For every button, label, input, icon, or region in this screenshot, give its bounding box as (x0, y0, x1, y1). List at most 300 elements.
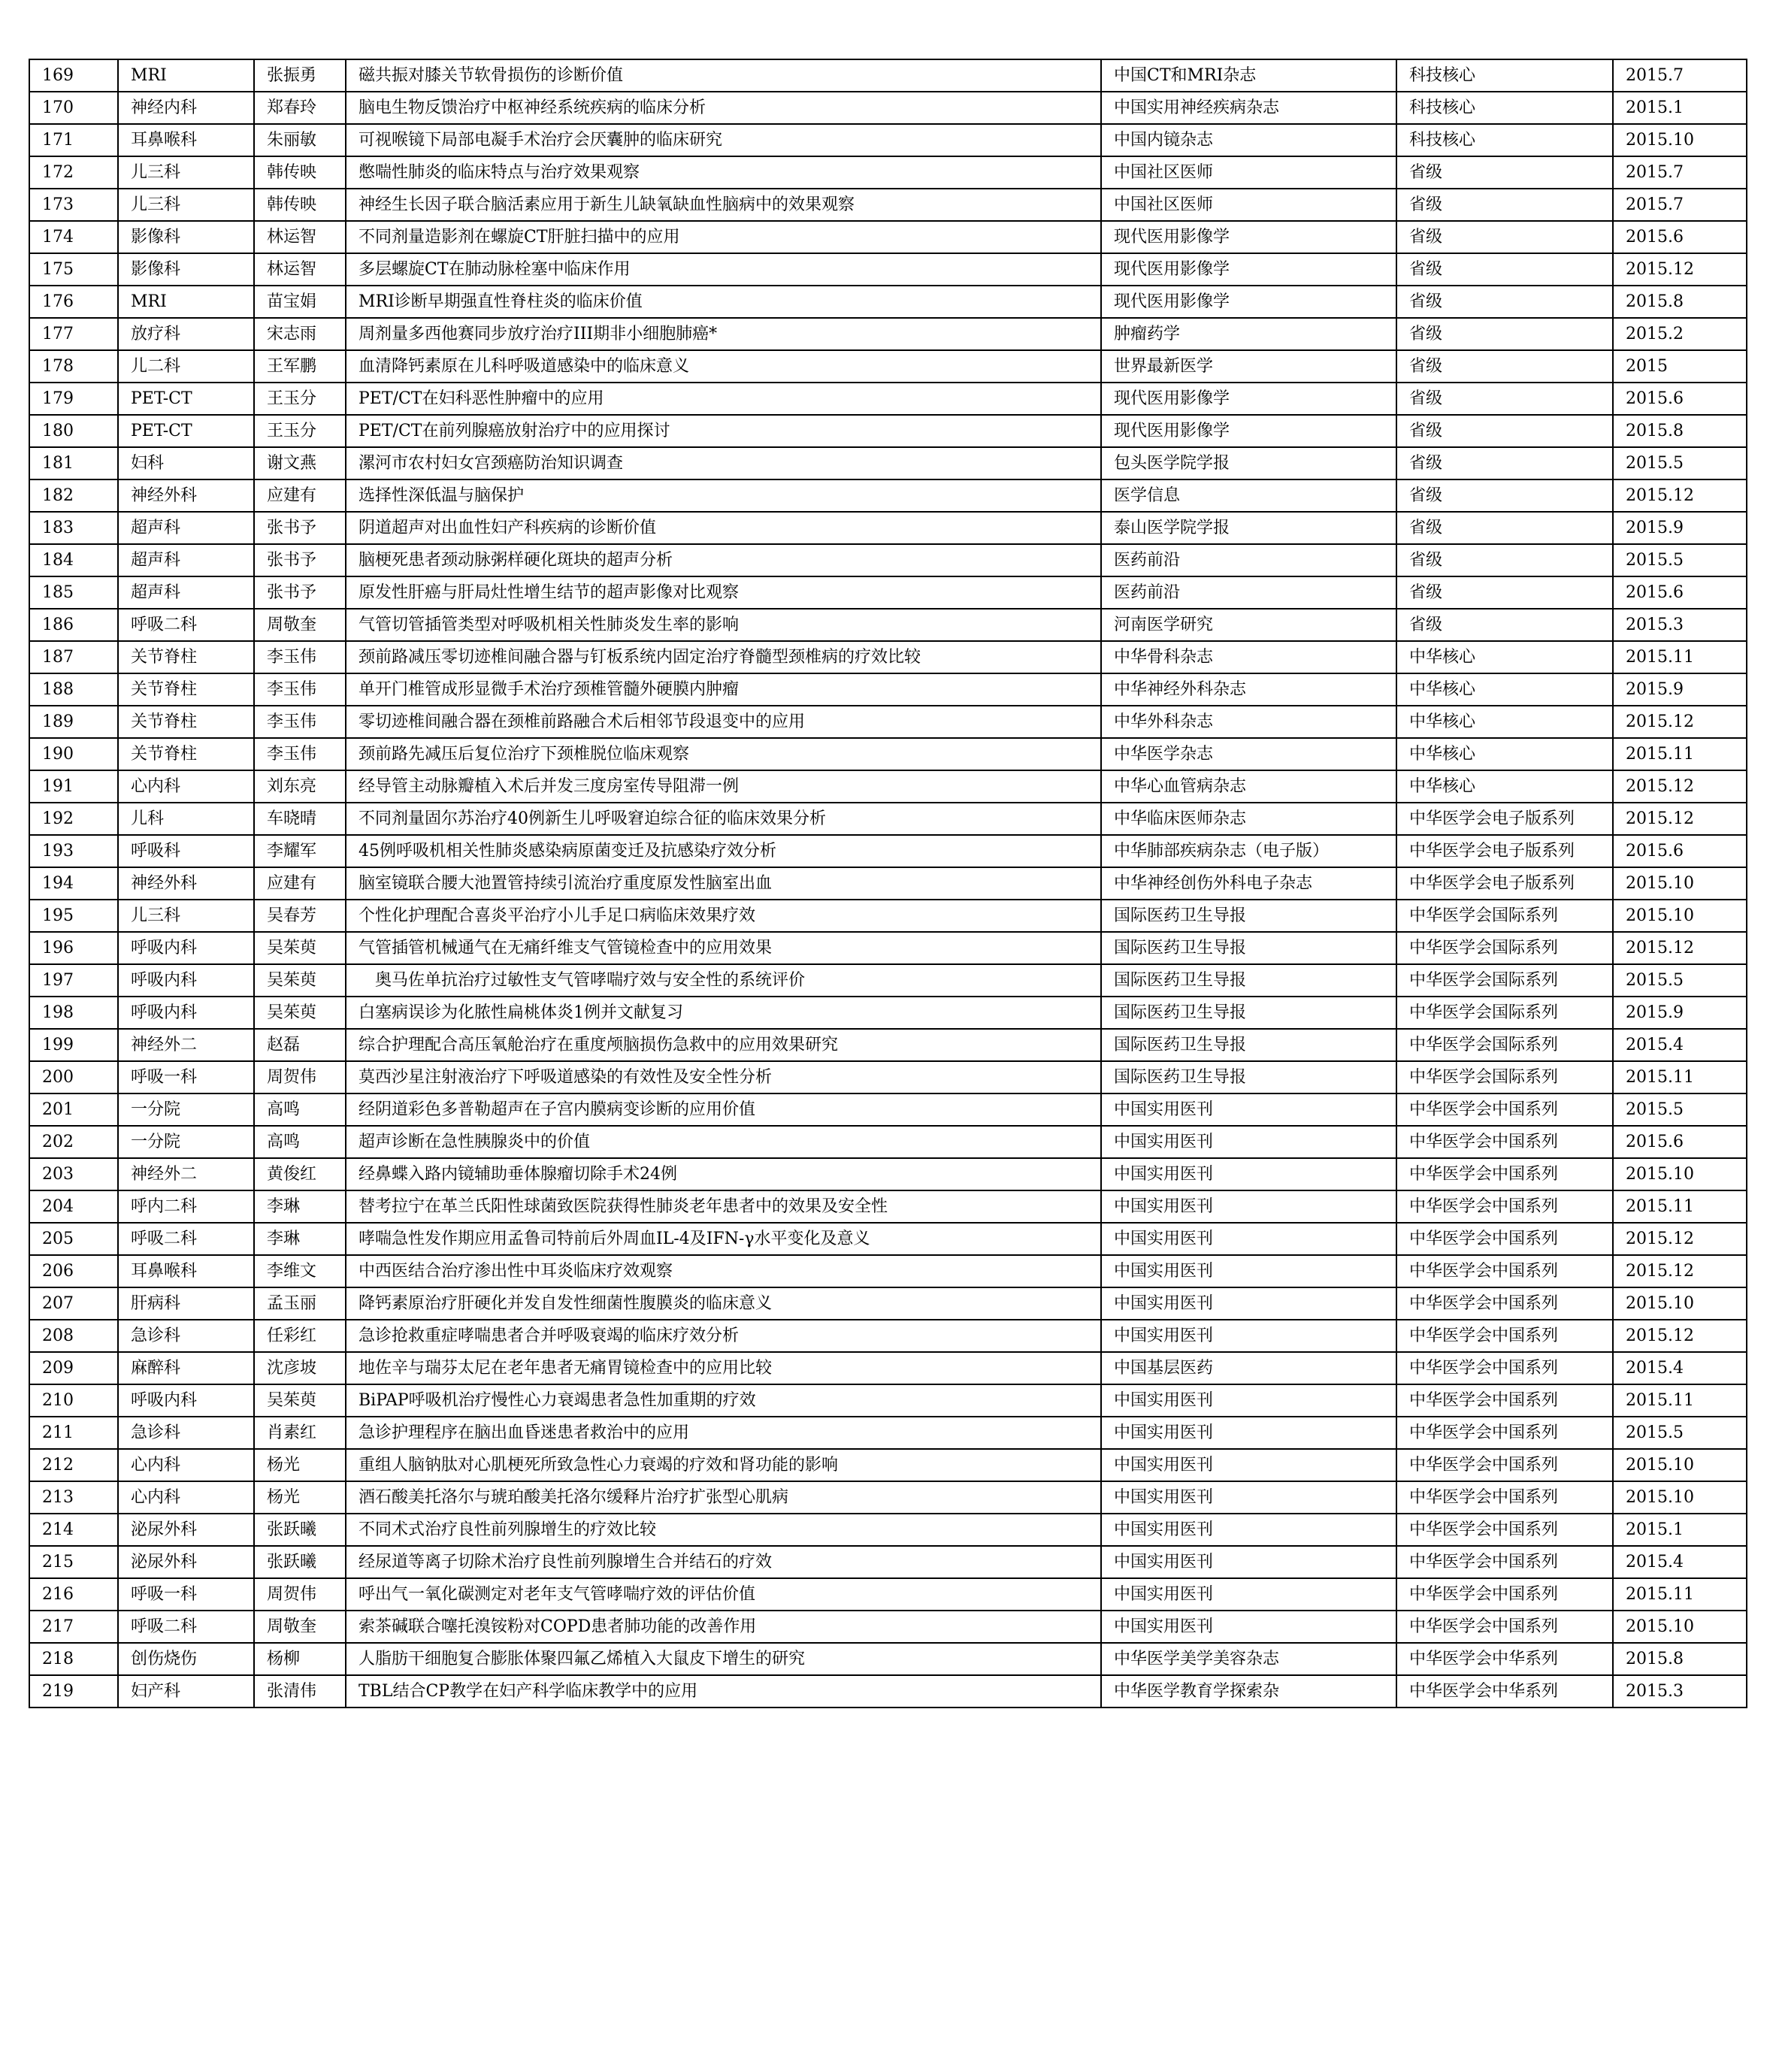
journal-level-cell: 中华核心 (1396, 641, 1613, 673)
table-row (29, 479, 1747, 512)
author-cell: 周敬奎 (254, 1611, 346, 1643)
row-number-cell: 197 (29, 964, 118, 997)
journal-level-cell: 中华医学会中国系列 (1396, 1190, 1613, 1223)
row-number-cell: 182 (29, 479, 118, 512)
author-cell: 吴茱萸 (254, 997, 346, 1029)
publish-date-cell: 2015.3 (1613, 1675, 1747, 1708)
paper-title-cell: 选择性深低温与脑保护 (346, 479, 1101, 512)
row-number-cell: 218 (29, 1643, 118, 1675)
publish-date-cell: 2015.7 (1613, 59, 1747, 92)
table-row (29, 1675, 1747, 1708)
journal-level-cell: 科技核心 (1396, 59, 1613, 92)
publish-date-cell: 2015.9 (1613, 997, 1747, 1029)
table-row (29, 770, 1747, 803)
paper-title-cell: 多层螺旋CT在肺动脉栓塞中临床作用 (346, 253, 1101, 286)
paper-title-cell: 零切迹椎间融合器在颈椎前路融合术后相邻节段退变中的应用 (346, 706, 1101, 738)
journal-level-cell: 省级 (1396, 189, 1613, 221)
table-row (29, 803, 1747, 835)
table-row (29, 1093, 1747, 1126)
row-number-cell: 189 (29, 706, 118, 738)
journal-cell: 医药前沿 (1101, 544, 1396, 576)
publish-date-cell: 2015.5 (1613, 447, 1747, 479)
department-cell: 耳鼻喉科 (118, 1255, 254, 1287)
department-cell: 呼吸内科 (118, 932, 254, 964)
journal-level-cell: 中华医学会国际系列 (1396, 1029, 1613, 1061)
publish-date-cell: 2015.6 (1613, 383, 1747, 415)
journal-cell: 现代医用影像学 (1101, 415, 1396, 447)
department-cell: 麻醉科 (118, 1352, 254, 1384)
journal-level-cell: 中华医学会中国系列 (1396, 1384, 1613, 1417)
paper-title-cell: 漯河市农村妇女宫颈癌防治知识调查 (346, 447, 1101, 479)
paper-title-cell: 颈前路先减压后复位治疗下颈椎脱位临床观察 (346, 738, 1101, 770)
department-cell: 儿二科 (118, 350, 254, 383)
department-cell: 神经外科 (118, 479, 254, 512)
table-row (29, 1611, 1747, 1643)
paper-title-cell: 地佐辛与瑞芬太尼在老年患者无痛胃镜检查中的应用比较 (346, 1352, 1101, 1384)
publish-date-cell: 2015.11 (1613, 1578, 1747, 1611)
publish-date-cell: 2015.10 (1613, 1158, 1747, 1190)
department-cell: 一分院 (118, 1126, 254, 1158)
row-number-cell: 203 (29, 1158, 118, 1190)
publish-date-cell: 2015.10 (1613, 1611, 1747, 1643)
paper-title-cell: 不同剂量固尔苏治疗40例新生儿呼吸窘迫综合征的临床效果分析 (346, 803, 1101, 835)
department-cell: 呼吸内科 (118, 997, 254, 1029)
table-row (29, 997, 1747, 1029)
journal-level-cell: 中华医学会中国系列 (1396, 1093, 1613, 1126)
journal-cell: 肿瘤药学 (1101, 318, 1396, 350)
department-cell: 创伤烧伤 (118, 1643, 254, 1675)
author-cell: 张书予 (254, 512, 346, 544)
department-cell: 呼吸科 (118, 835, 254, 867)
department-cell: PET-CT (118, 415, 254, 447)
journal-cell: 中国实用医刊 (1101, 1611, 1396, 1643)
department-cell: 妇产科 (118, 1675, 254, 1708)
author-cell: 林运智 (254, 253, 346, 286)
journal-cell: 中华肺部疾病杂志（电子版） (1101, 835, 1396, 867)
paper-title-cell: 原发性肝癌与肝局灶性增生结节的超声影像对比观察 (346, 576, 1101, 609)
department-cell: 神经外二 (118, 1158, 254, 1190)
table-row (29, 350, 1747, 383)
publish-date-cell: 2015.5 (1613, 1417, 1747, 1449)
department-cell: 急诊科 (118, 1417, 254, 1449)
publish-date-cell: 2015.12 (1613, 1223, 1747, 1255)
author-cell: 黄俊红 (254, 1158, 346, 1190)
department-cell: 呼吸内科 (118, 964, 254, 997)
author-cell: 杨光 (254, 1449, 346, 1481)
table-row (29, 1158, 1747, 1190)
paper-title-cell: 经鼻蝶入路内镜辅助垂体腺瘤切除手术24例 (346, 1158, 1101, 1190)
paper-title-cell: 经尿道等离子切除术治疗良性前列腺增生合并结石的疗效 (346, 1546, 1101, 1578)
journal-cell: 中国实用医刊 (1101, 1417, 1396, 1449)
publish-date-cell: 2015.10 (1613, 1449, 1747, 1481)
table-row (29, 1287, 1747, 1320)
journal-level-cell: 省级 (1396, 286, 1613, 318)
journal-cell: 中华医学杂志 (1101, 738, 1396, 770)
row-number-cell: 206 (29, 1255, 118, 1287)
publish-date-cell: 2015.1 (1613, 1514, 1747, 1546)
publish-date-cell: 2015.6 (1613, 1126, 1747, 1158)
author-cell: 杨光 (254, 1481, 346, 1514)
author-cell: 赵磊 (254, 1029, 346, 1061)
journal-level-cell: 省级 (1396, 383, 1613, 415)
department-cell: MRI (118, 286, 254, 318)
row-number-cell: 196 (29, 932, 118, 964)
journal-cell: 中国基层医药 (1101, 1352, 1396, 1384)
journal-cell: 中国实用医刊 (1101, 1514, 1396, 1546)
row-number-cell: 198 (29, 997, 118, 1029)
paper-title-cell: 急诊护理程序在脑出血昏迷患者救治中的应用 (346, 1417, 1101, 1449)
journal-level-cell: 中华核心 (1396, 770, 1613, 803)
publish-date-cell: 2015.6 (1613, 221, 1747, 253)
paper-title-cell: 阴道超声对出血性妇产科疾病的诊断价值 (346, 512, 1101, 544)
paper-title-cell: 降钙素原治疗肝硬化并发自发性细菌性腹膜炎的临床意义 (346, 1287, 1101, 1320)
author-cell: 林运智 (254, 221, 346, 253)
table-row (29, 512, 1747, 544)
author-cell: 李玉伟 (254, 673, 346, 706)
journal-level-cell: 省级 (1396, 447, 1613, 479)
publish-date-cell: 2015.10 (1613, 1287, 1747, 1320)
journal-cell: 中华医学美学美容杂志 (1101, 1643, 1396, 1675)
publish-date-cell: 2015.11 (1613, 1190, 1747, 1223)
journal-cell: 中华临床医师杂志 (1101, 803, 1396, 835)
journal-cell: 现代医用影像学 (1101, 253, 1396, 286)
row-number-cell: 195 (29, 900, 118, 932)
journal-cell: 中国实用医刊 (1101, 1223, 1396, 1255)
journal-cell: 河南医学研究 (1101, 609, 1396, 641)
row-number-cell: 170 (29, 92, 118, 124)
row-number-cell: 212 (29, 1449, 118, 1481)
paper-title-cell: 周剂量多西他赛同步放疗治疗III期非小细胞肺癌* (346, 318, 1101, 350)
paper-title-cell: 经导管主动脉瓣植入术后并发三度房室传导阻滞一例 (346, 770, 1101, 803)
department-cell: 妇科 (118, 447, 254, 479)
row-number-cell: 215 (29, 1546, 118, 1578)
journal-cell: 中国CT和MRI杂志 (1101, 59, 1396, 92)
row-number-cell: 169 (29, 59, 118, 92)
journal-level-cell: 中华医学会中国系列 (1396, 1546, 1613, 1578)
publish-date-cell: 2015.1 (1613, 92, 1747, 124)
row-number-cell: 186 (29, 609, 118, 641)
journal-cell: 现代医用影像学 (1101, 221, 1396, 253)
author-cell: 苗宝娟 (254, 286, 346, 318)
publish-date-cell: 2015.10 (1613, 900, 1747, 932)
table-row (29, 738, 1747, 770)
journal-cell: 国际医药卫生导报 (1101, 1061, 1396, 1093)
department-cell: 心内科 (118, 1449, 254, 1481)
author-cell: 王军鹏 (254, 350, 346, 383)
publish-date-cell: 2015.11 (1613, 738, 1747, 770)
publish-date-cell: 2015.12 (1613, 1255, 1747, 1287)
table-row (29, 1223, 1747, 1255)
journal-cell: 中国实用医刊 (1101, 1320, 1396, 1352)
journal-level-cell: 中华医学会中国系列 (1396, 1481, 1613, 1514)
table-row (29, 1417, 1747, 1449)
paper-title-cell: 综合护理配合高压氧舱治疗在重度颅脑损伤急救中的应用效果研究 (346, 1029, 1101, 1061)
author-cell: 韩传映 (254, 189, 346, 221)
paper-title-cell: PET/CT在前列腺癌放射治疗中的应用探讨 (346, 415, 1101, 447)
table-row (29, 1643, 1747, 1675)
journal-level-cell: 中华医学会国际系列 (1396, 964, 1613, 997)
author-cell: 张书予 (254, 544, 346, 576)
document-page (29, 59, 1746, 1708)
journal-level-cell: 省级 (1396, 479, 1613, 512)
department-cell: 心内科 (118, 770, 254, 803)
row-number-cell: 181 (29, 447, 118, 479)
row-number-cell: 219 (29, 1675, 118, 1708)
table-row (29, 932, 1747, 964)
journal-cell: 中华外科杂志 (1101, 706, 1396, 738)
table-row (29, 1126, 1747, 1158)
department-cell: 关节脊柱 (118, 706, 254, 738)
row-number-cell: 174 (29, 221, 118, 253)
department-cell: MRI (118, 59, 254, 92)
table-row (29, 641, 1747, 673)
paper-title-cell: 血清降钙素原在儿科呼吸道感染中的临床意义 (346, 350, 1101, 383)
journal-cell: 中华神经创伤外科电子杂志 (1101, 867, 1396, 900)
table-row (29, 1352, 1747, 1384)
table-row (29, 609, 1747, 641)
journal-cell: 国际医药卫生导报 (1101, 900, 1396, 932)
paper-title-cell: 超声诊断在急性胰腺炎中的价值 (346, 1126, 1101, 1158)
row-number-cell: 216 (29, 1578, 118, 1611)
paper-title-cell: 磁共振对膝关节软骨损伤的诊断价值 (346, 59, 1101, 92)
journal-cell: 国际医药卫生导报 (1101, 964, 1396, 997)
row-number-cell: 178 (29, 350, 118, 383)
table-row (29, 1320, 1747, 1352)
row-number-cell: 202 (29, 1126, 118, 1158)
publish-date-cell: 2015.12 (1613, 1320, 1747, 1352)
author-cell: 周贺伟 (254, 1578, 346, 1611)
paper-title-cell: 个性化护理配合喜炎平治疗小儿手足口病临床效果疗效 (346, 900, 1101, 932)
author-cell: 周敬奎 (254, 609, 346, 641)
journal-level-cell: 中华医学会中国系列 (1396, 1255, 1613, 1287)
journal-cell: 国际医药卫生导报 (1101, 997, 1396, 1029)
journal-cell: 中国实用医刊 (1101, 1481, 1396, 1514)
table-row (29, 1255, 1747, 1287)
publish-date-cell: 2015.12 (1613, 803, 1747, 835)
department-cell: 呼吸二科 (118, 609, 254, 641)
author-cell: 吴茱萸 (254, 964, 346, 997)
author-cell: 李琳 (254, 1223, 346, 1255)
department-cell: 心内科 (118, 1481, 254, 1514)
journal-cell: 中国实用医刊 (1101, 1190, 1396, 1223)
row-number-cell: 214 (29, 1514, 118, 1546)
paper-title-cell: 急诊抢救重症哮喘患者合并呼吸衰竭的临床疗效分析 (346, 1320, 1101, 1352)
row-number-cell: 211 (29, 1417, 118, 1449)
table-row (29, 221, 1747, 253)
paper-title-cell: 白塞病误诊为化脓性扁桃体炎1例并文献复习 (346, 997, 1101, 1029)
department-cell: 儿三科 (118, 189, 254, 221)
department-cell: 肝病科 (118, 1287, 254, 1320)
journal-cell: 中国实用医刊 (1101, 1546, 1396, 1578)
paper-title-cell: PET/CT在妇科恶性肿瘤中的应用 (346, 383, 1101, 415)
publish-date-cell: 2015.10 (1613, 1481, 1747, 1514)
paper-title-cell: 45例呼吸机相关性肺炎感染病原菌变迁及抗感染疗效分析 (346, 835, 1101, 867)
journal-level-cell: 省级 (1396, 253, 1613, 286)
publish-date-cell: 2015.5 (1613, 1093, 1747, 1126)
journal-level-cell: 省级 (1396, 350, 1613, 383)
publish-date-cell: 2015.6 (1613, 835, 1747, 867)
author-cell: 李琳 (254, 1190, 346, 1223)
publish-date-cell: 2015.5 (1613, 964, 1747, 997)
journal-level-cell: 省级 (1396, 415, 1613, 447)
paper-title-cell: 脑室镜联合腰大池置管持续引流治疗重度原发性脑室出血 (346, 867, 1101, 900)
journal-level-cell: 中华医学会中国系列 (1396, 1320, 1613, 1352)
author-cell: 周贺伟 (254, 1061, 346, 1093)
department-cell: 关节脊柱 (118, 738, 254, 770)
table-row (29, 415, 1747, 447)
journal-level-cell: 中华医学会电子版系列 (1396, 867, 1613, 900)
table-row (29, 318, 1747, 350)
publish-date-cell: 2015.4 (1613, 1546, 1747, 1578)
journal-level-cell: 中华医学会中国系列 (1396, 1417, 1613, 1449)
department-cell: 呼吸一科 (118, 1578, 254, 1611)
paper-title-cell: 可视喉镜下局部电凝手术治疗会厌囊肿的临床研究 (346, 124, 1101, 156)
author-cell: 张书予 (254, 576, 346, 609)
department-cell: 超声科 (118, 512, 254, 544)
publish-date-cell: 2015.12 (1613, 770, 1747, 803)
journal-level-cell: 中华医学会国际系列 (1396, 1061, 1613, 1093)
author-cell: 沈彦坡 (254, 1352, 346, 1384)
table-row (29, 447, 1747, 479)
journal-cell: 医药前沿 (1101, 576, 1396, 609)
department-cell: 超声科 (118, 544, 254, 576)
author-cell: 韩传映 (254, 156, 346, 189)
journal-level-cell: 中华医学会中华系列 (1396, 1643, 1613, 1675)
paper-title-cell: 脑梗死患者颈动脉粥样硬化斑块的超声分析 (346, 544, 1101, 576)
paper-title-cell: MRI诊断早期强直性脊柱炎的临床价值 (346, 286, 1101, 318)
table-row (29, 544, 1747, 576)
paper-title-cell: 气管切管插管类型对呼吸机相关性肺炎发生率的影响 (346, 609, 1101, 641)
row-number-cell: 187 (29, 641, 118, 673)
journal-level-cell: 中华医学会中国系列 (1396, 1158, 1613, 1190)
department-cell: 儿科 (118, 803, 254, 835)
row-number-cell: 175 (29, 253, 118, 286)
author-cell: 任彩红 (254, 1320, 346, 1352)
author-cell: 张跃曦 (254, 1546, 346, 1578)
journal-level-cell: 省级 (1396, 318, 1613, 350)
department-cell: 泌尿外科 (118, 1514, 254, 1546)
row-number-cell: 201 (29, 1093, 118, 1126)
table-row (29, 900, 1747, 932)
publish-date-cell: 2015.4 (1613, 1029, 1747, 1061)
publish-date-cell: 2015.11 (1613, 1384, 1747, 1417)
department-cell: 急诊科 (118, 1320, 254, 1352)
row-number-cell: 180 (29, 415, 118, 447)
publish-date-cell: 2015.12 (1613, 253, 1747, 286)
row-number-cell: 173 (29, 189, 118, 221)
journal-level-cell: 省级 (1396, 156, 1613, 189)
journal-cell: 中国内镜杂志 (1101, 124, 1396, 156)
journal-level-cell: 中华医学会中国系列 (1396, 1352, 1613, 1384)
paper-title-cell: 颈前路减压零切迹椎间融合器与钉板系统内固定治疗脊髓型颈椎病的疗效比较 (346, 641, 1101, 673)
publish-date-cell: 2015.8 (1613, 286, 1747, 318)
row-number-cell: 210 (29, 1384, 118, 1417)
journal-level-cell: 中华医学会中华系列 (1396, 1675, 1613, 1708)
paper-title-cell: 神经生长因子联合脑活素应用于新生儿缺氧缺血性脑病中的效果观察 (346, 189, 1101, 221)
row-number-cell: 183 (29, 512, 118, 544)
journal-level-cell: 中华医学会中国系列 (1396, 1578, 1613, 1611)
publish-date-cell: 2015.11 (1613, 1061, 1747, 1093)
table-row (29, 673, 1747, 706)
author-cell: 李玉伟 (254, 706, 346, 738)
author-cell: 应建有 (254, 867, 346, 900)
department-cell: 泌尿外科 (118, 1546, 254, 1578)
table-row (29, 1481, 1747, 1514)
journal-level-cell: 省级 (1396, 221, 1613, 253)
row-number-cell: 205 (29, 1223, 118, 1255)
publish-date-cell: 2015.10 (1613, 124, 1747, 156)
table-row (29, 156, 1747, 189)
row-number-cell: 192 (29, 803, 118, 835)
paper-title-cell: 单开门椎管成形显微手术治疗颈椎管髓外硬膜内肿瘤 (346, 673, 1101, 706)
publish-date-cell: 2015.12 (1613, 706, 1747, 738)
paper-title-cell: 替考拉宁在革兰氏阳性球菌致医院获得性肺炎老年患者中的效果及安全性 (346, 1190, 1101, 1223)
journal-cell: 医学信息 (1101, 479, 1396, 512)
author-cell: 高鸣 (254, 1126, 346, 1158)
row-number-cell: 188 (29, 673, 118, 706)
author-cell: 肖素红 (254, 1417, 346, 1449)
publish-date-cell: 2015.9 (1613, 512, 1747, 544)
table-row (29, 1029, 1747, 1061)
paper-title-cell: TBL结合CP教学在妇产科学临床教学中的应用 (346, 1675, 1101, 1708)
journal-cell: 现代医用影像学 (1101, 383, 1396, 415)
journal-cell: 中华骨科杂志 (1101, 641, 1396, 673)
row-number-cell: 199 (29, 1029, 118, 1061)
author-cell: 张跃曦 (254, 1514, 346, 1546)
row-number-cell: 194 (29, 867, 118, 900)
journal-cell: 包头医学院学报 (1101, 447, 1396, 479)
row-number-cell: 179 (29, 383, 118, 415)
paper-title-cell: 重组人脑钠肽对心肌梗死所致急性心力衰竭的疗效和肾功能的影响 (346, 1449, 1101, 1481)
journal-level-cell: 中华医学会中国系列 (1396, 1449, 1613, 1481)
table-row (29, 1514, 1747, 1546)
journal-level-cell: 中华医学会电子版系列 (1396, 803, 1613, 835)
publish-date-cell: 2015.6 (1613, 576, 1747, 609)
author-cell: 朱丽敏 (254, 124, 346, 156)
journal-level-cell: 中华医学会国际系列 (1396, 900, 1613, 932)
row-number-cell: 171 (29, 124, 118, 156)
row-number-cell: 213 (29, 1481, 118, 1514)
publish-date-cell: 2015.7 (1613, 156, 1747, 189)
paper-title-cell: 气管插管机械通气在无痛纤维支气管镜检查中的应用效果 (346, 932, 1101, 964)
journal-cell: 中国实用医刊 (1101, 1384, 1396, 1417)
author-cell: 杨柳 (254, 1643, 346, 1675)
publish-date-cell: 2015.2 (1613, 318, 1747, 350)
publish-date-cell: 2015.12 (1613, 479, 1747, 512)
paper-title-cell: 酒石酸美托洛尔与琥珀酸美托洛尔缓释片治疗扩张型心肌病 (346, 1481, 1101, 1514)
paper-title-cell: 呼出气一氧化碳测定对老年支气管哮喘疗效的评估价值 (346, 1578, 1101, 1611)
department-cell: 呼吸二科 (118, 1611, 254, 1643)
journal-cell: 中国社区医师 (1101, 156, 1396, 189)
author-cell: 张振勇 (254, 59, 346, 92)
table-row (29, 1449, 1747, 1481)
table-row (29, 92, 1747, 124)
paper-title-cell: 莫西沙星注射液治疗下呼吸道感染的有效性及安全性分析 (346, 1061, 1101, 1093)
author-cell: 刘东亮 (254, 770, 346, 803)
journal-level-cell: 中华医学会电子版系列 (1396, 835, 1613, 867)
table-row (29, 1384, 1747, 1417)
row-number-cell: 207 (29, 1287, 118, 1320)
publish-date-cell: 2015.5 (1613, 544, 1747, 576)
row-number-cell: 200 (29, 1061, 118, 1093)
row-number-cell: 176 (29, 286, 118, 318)
author-cell: 张清伟 (254, 1675, 346, 1708)
journal-cell: 中国实用医刊 (1101, 1093, 1396, 1126)
table-row (29, 964, 1747, 997)
publish-date-cell: 2015.11 (1613, 641, 1747, 673)
journal-cell: 国际医药卫生导报 (1101, 932, 1396, 964)
paper-title-cell: 脑电生物反馈治疗中枢神经系统疾病的临床分析 (346, 92, 1101, 124)
